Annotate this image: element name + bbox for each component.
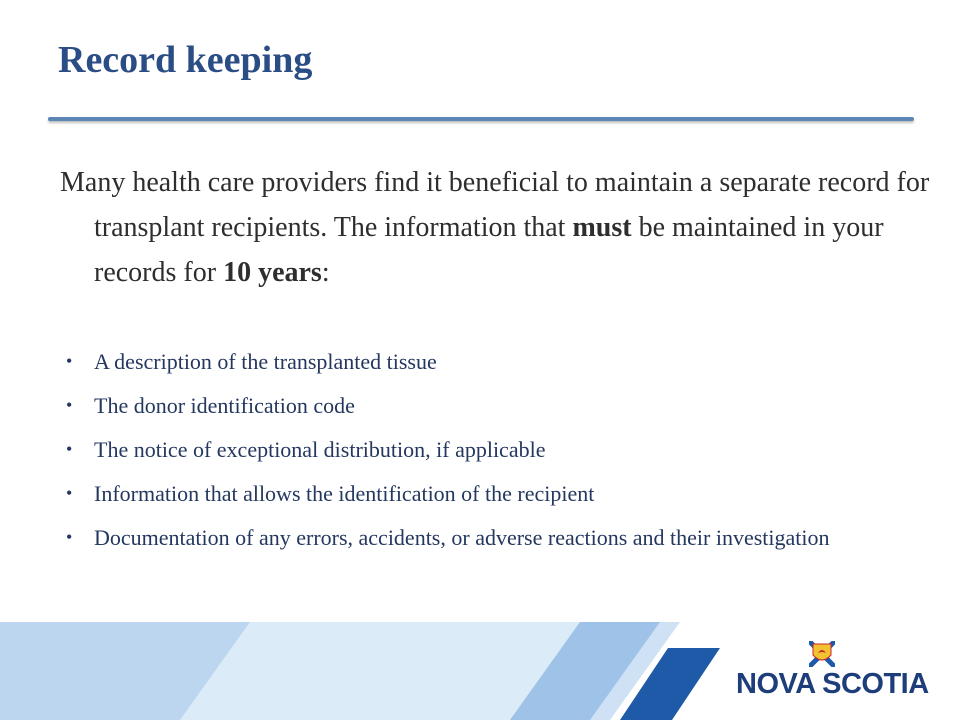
title-divider (48, 117, 914, 121)
list-item-text: The notice of exceptional distribution, if applicable (94, 437, 546, 462)
nova-scotia-crest-icon (809, 641, 835, 667)
intro-emphasis-years: 10 years (223, 257, 322, 288)
list-item (60, 344, 910, 379)
list-item-text: Information that allows the identification of the recipient (94, 481, 595, 506)
list-item (60, 520, 910, 555)
list-item (60, 388, 910, 423)
bullet-icon: • (66, 351, 73, 371)
bullet-icon: • (66, 527, 73, 547)
requirements-list (60, 344, 910, 564)
list-item (60, 476, 910, 511)
intro-emphasis-must: must (572, 212, 632, 243)
list-item (60, 432, 910, 467)
list-item-text: A description of the transplanted tissue (94, 349, 437, 374)
bullet-icon: • (66, 439, 73, 459)
intro-paragraph (60, 160, 944, 295)
list-item-text: Documentation of any errors, accidents, or adverse reactions and their investigation (94, 525, 830, 550)
nova-scotia-logo: NOVA SCOTIA (736, 668, 929, 700)
intro-text-3: : (321, 257, 330, 288)
intro-text-1: Many health care providers find it beneficial to maintain a separate record for transplant recipients. The information that (60, 167, 930, 243)
slide-title: Record keeping (58, 39, 313, 81)
bullet-icon: • (66, 483, 73, 503)
bullet-icon: • (66, 395, 73, 415)
list-item-text: The donor identification code (94, 393, 355, 418)
intro-text-2: be maintained in your records for (94, 212, 884, 288)
